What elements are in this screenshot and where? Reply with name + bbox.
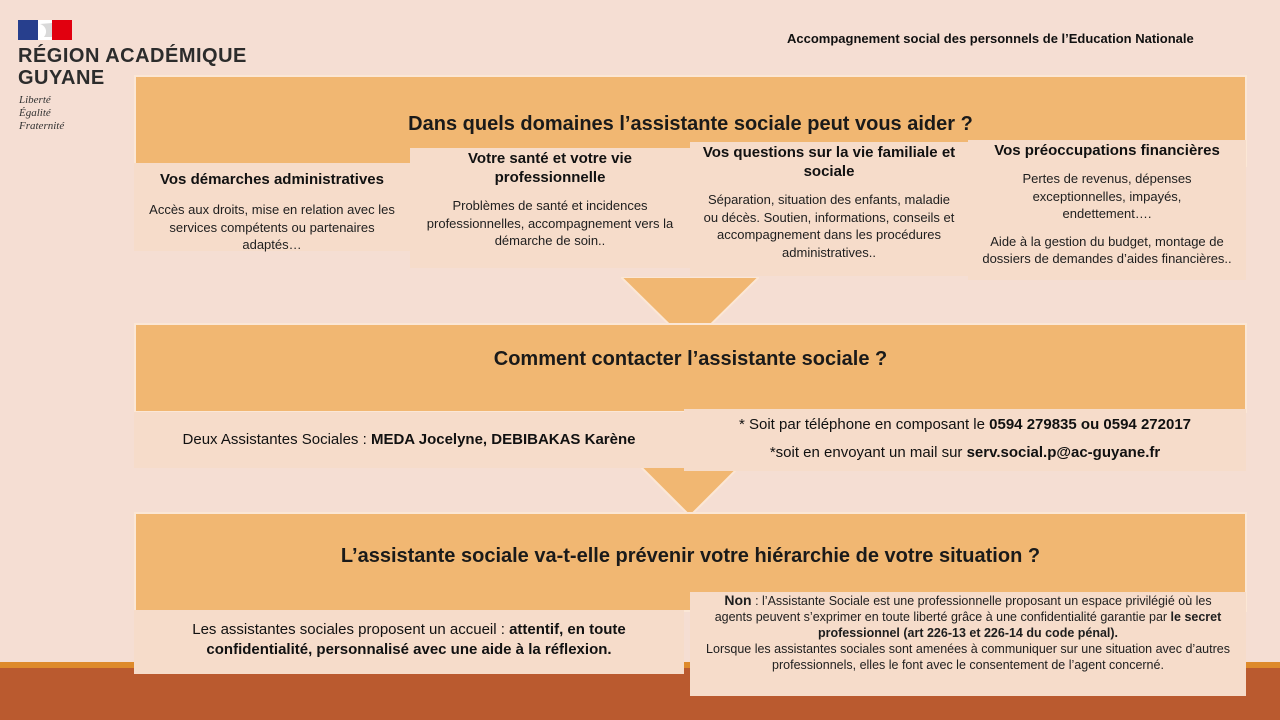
confidentiality-secret: le secret professionnel (art 226-13 et 226-14 du code pénal). xyxy=(817,610,1222,640)
card-family xyxy=(690,142,968,276)
motto-egalite: Égalité xyxy=(19,107,51,119)
card-health xyxy=(410,148,690,268)
card-family-title: Vos questions sur la vie familiale et sociale xyxy=(702,144,956,180)
section-domains-title: Dans quels domaines l’assistante sociale peut vous aider ? xyxy=(408,113,973,135)
motto-liberte: Liberté xyxy=(19,94,51,106)
contact-assistants-text xyxy=(134,430,684,450)
contact-phone-line xyxy=(684,415,1246,435)
section-hierarchy-title: L’assistante sociale va-t-elle prévenir votre hiérarchie de votre situation ? xyxy=(340,545,1041,567)
contact-phone-prefix: * Soit par téléphone en composant le xyxy=(738,416,990,433)
logo-line-1: RÉGION ACADÉMIQUE xyxy=(18,45,247,67)
card-financial xyxy=(968,140,1246,280)
card-financial-body-2: Aide à la gestion du budget, montage de dossiers de demandes d’aides financières.. xyxy=(982,233,1232,266)
motto-fraternite: Fraternité xyxy=(19,120,65,132)
french-flag-logo-icon xyxy=(18,20,72,40)
card-family-body: Séparation, situation des enfants, maladie ou décès. Soutien, informations, conseils et accompagnement dans les procédures administratives.. xyxy=(703,192,955,260)
logo-line-2: GUYANE xyxy=(18,67,105,89)
confidentiality-text-2: Lorsque les assistantes sociales sont amenées à communiquer sur une situation avec d’autres professionnels, elles le font avec le consentement de l’agent concerné. xyxy=(706,642,1230,672)
contact-assistants-names: MEDA Jocelyne, DEBIBAKAS Karène xyxy=(370,431,636,448)
card-administrative-title: Vos démarches administratives xyxy=(160,171,384,188)
down-arrow-icon xyxy=(640,466,740,518)
contact-methods-card xyxy=(684,409,1246,471)
contact-mail-address[interactable]: serv.social.p@ac-guyane.fr xyxy=(966,444,1161,461)
confidentiality-text xyxy=(704,592,1232,673)
welcome-bold: attentif, en toute confidentialité, personnalisé avec une aide à la réflexion. xyxy=(206,621,626,658)
confidentiality-no: Non xyxy=(724,592,752,608)
section-contact-title: Comment contacter l’assistante sociale ? xyxy=(493,348,888,370)
contact-mail-line xyxy=(684,443,1246,463)
contact-phone-numbers[interactable]: 0594 279835 ou 0594 272017 xyxy=(989,416,1191,433)
contact-mail-prefix: *soit en envoyant un mail sur xyxy=(769,444,967,461)
page-header-title: Accompagnement social des personnels de l’Education Nationale xyxy=(787,31,1194,46)
section-contact-banner xyxy=(134,323,1247,413)
card-administrative-body: Accès aux droits, mise en relation avec les services compétents ou partenaires adaptés… xyxy=(149,202,395,252)
contact-assistants-prefix: Deux Assistantes Sociales : xyxy=(182,431,371,448)
confidentiality-text-1: : l’Assistante Sociale est une professionnelle proposant un espace privilégié où les agents peuvent s’exprimer en toute liberté grâce à une confidentialité garantie par xyxy=(714,594,1212,624)
card-health-title: Votre santé et votre vie professionnelle xyxy=(468,150,632,186)
card-financial-body-1: Pertes de revenus, dépenses exceptionnelles, impayés, endettement…. xyxy=(1022,171,1192,221)
card-health-body: Problèmes de santé et incidences professionnelles, accompagnement vers la démarche de soin.. xyxy=(426,198,674,248)
welcome-text xyxy=(154,620,664,660)
confidentiality-card xyxy=(690,592,1246,696)
welcome-prefix: Les assistantes sociales proposent un accueil : xyxy=(192,621,510,638)
card-financial-title: Vos préoccupations financières xyxy=(994,142,1220,159)
contact-assistants-card xyxy=(134,412,684,468)
card-administrative xyxy=(134,163,410,251)
welcome-card xyxy=(134,610,684,674)
